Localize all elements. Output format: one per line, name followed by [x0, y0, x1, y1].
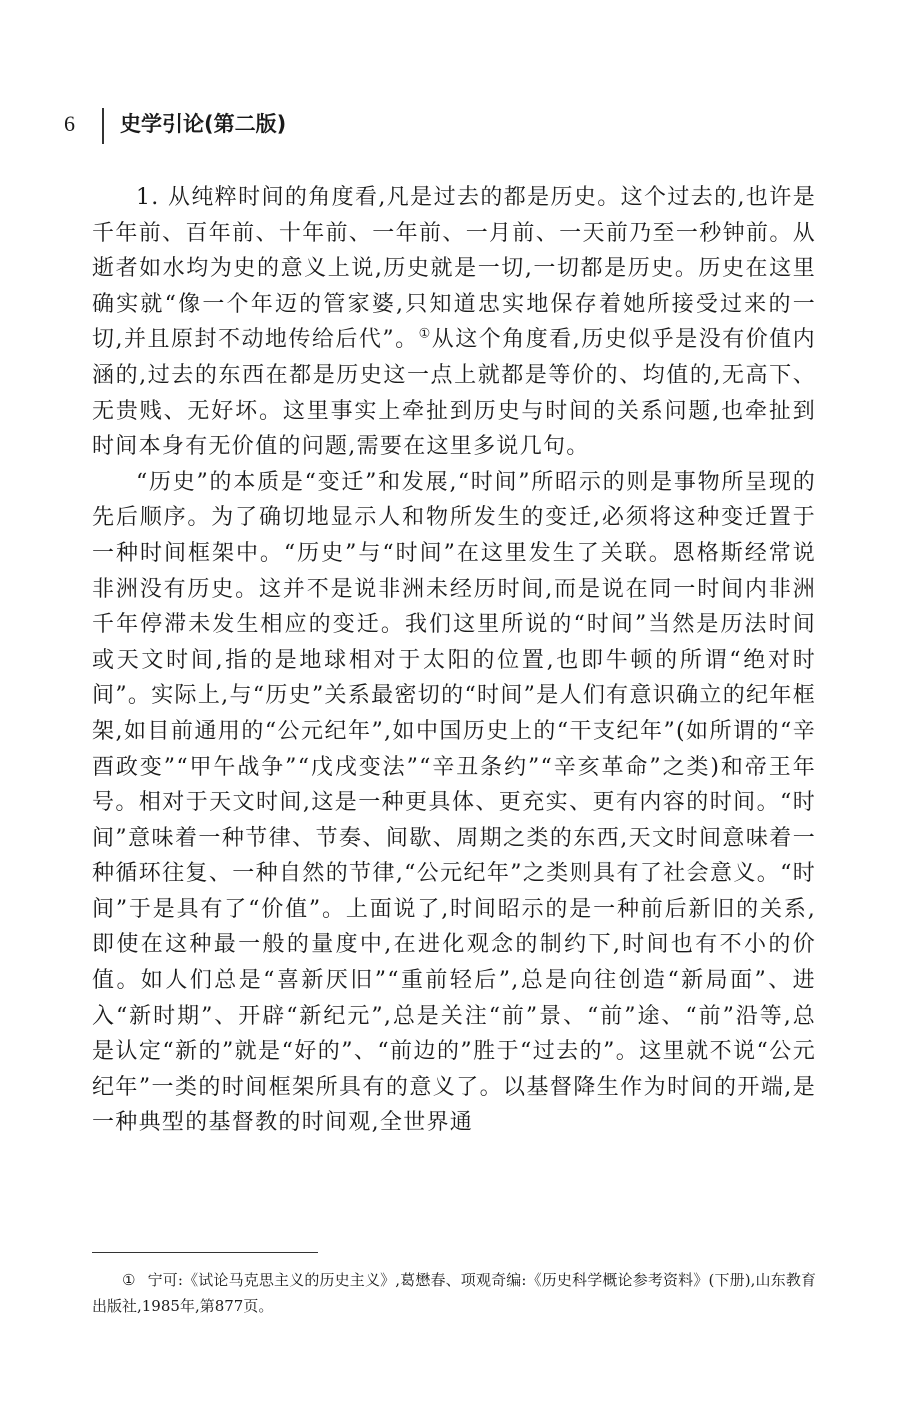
footnote	[92, 1267, 816, 1319]
main-text	[92, 180, 816, 1141]
header-divider	[102, 108, 104, 144]
running-header	[64, 108, 836, 140]
footnote-divider	[92, 1252, 318, 1253]
footnote-reference: ①	[418, 327, 432, 343]
page-number: 6	[64, 111, 75, 136]
book-title: 史学引论(第二版)	[120, 112, 287, 136]
paragraph-1-text: 1. 从纯粹时间的角度看,凡是过去的都是历史。这个过去的,也许是千年前、百年前、十年前、一年前、一月前、一天前乃至一秒钟前。从逝者如水均为史的意义上说,历史就是一切,一切都是历史。历史在这里确实就“像一个年迈的管家婆,只知道忠实地保存着她所接受过来的一切,并且原封不动地传给后代”。	[92, 185, 816, 353]
paragraph-2: “历史”的本质是“变迁”和发展,“时间”所昭示的则是事物所呈现的先后顺序。为了确切地显示人和物所发生的变迁,必须将这种变迁置于一种时间框架中。“历史”与“时间”在这里发生了关联。恩格斯经常说非洲没有历史。这并不是说非洲未经历时间,而是说在同一时间内非洲千年停滞未发生相应的变迁。我们这里所说的“时间”当然是历法时间或天文时间,指的是地球相对于太阳的位置,也即牛顿的所谓“绝对时间”。实际上,与“历史”关系最密切的“时间”是人们有意识确立的纪年框架,如目前通用的“公元纪年”,如中国历史上的“干支纪年”(如所谓的“辛酉政变”“甲午战争”“戊戌变法”“辛丑条约”“辛亥革命”之类)和帝王年号。相对于天文时间,这是一种更具体、更充实、更有内容的时间。“时间”意味着一种节律、节奏、间歇、周期之类的东西,天文时间意味着一种循环往复、一种自然的节律,“公元纪年”之类则具有了社会意义。“时间”于是具有了“价值”。上面说了,时间昭示的是一种前后新旧的关系,即使在这种最一般的量度中,在进化观念的制约下,时间也有不小的价值。如人们总是“喜新厌旧”“重前轻后”,总是向往创造“新局面”、进入“新时期”、开辟“新纪元”,总是关注“前”景、“前”途、“前”沿等,总是认定“新的”就是“好的”、“前边的”胜于“过去的”。这里就不说“公元纪年”一类的时间框架所具有的意义了。以基督降生作为时间的开端,是一种典型的基督教的时间观,全世界通	[92, 469, 816, 1136]
footnote-text: 宁可:《试论马克思主义的历史主义》,葛懋春、项观奇编:《历史科学概论参考资料》(下册),山东教育出版社,1985年,第877页。	[92, 1271, 816, 1315]
paragraph-1-continuation: 从这个角度看,历史似乎是没有价值内涵的,过去的东西在都是历史这一点上就都是等价的、均值的,无高下、无贵贱、无好坏。这里事实上牵扯到历史与时间的关系问题,也牵扯到时间本身有无价值的问题,需要在这里多说几句。	[92, 327, 816, 460]
footnote-number: ①	[122, 1271, 136, 1289]
paragraph-1	[92, 180, 816, 465]
